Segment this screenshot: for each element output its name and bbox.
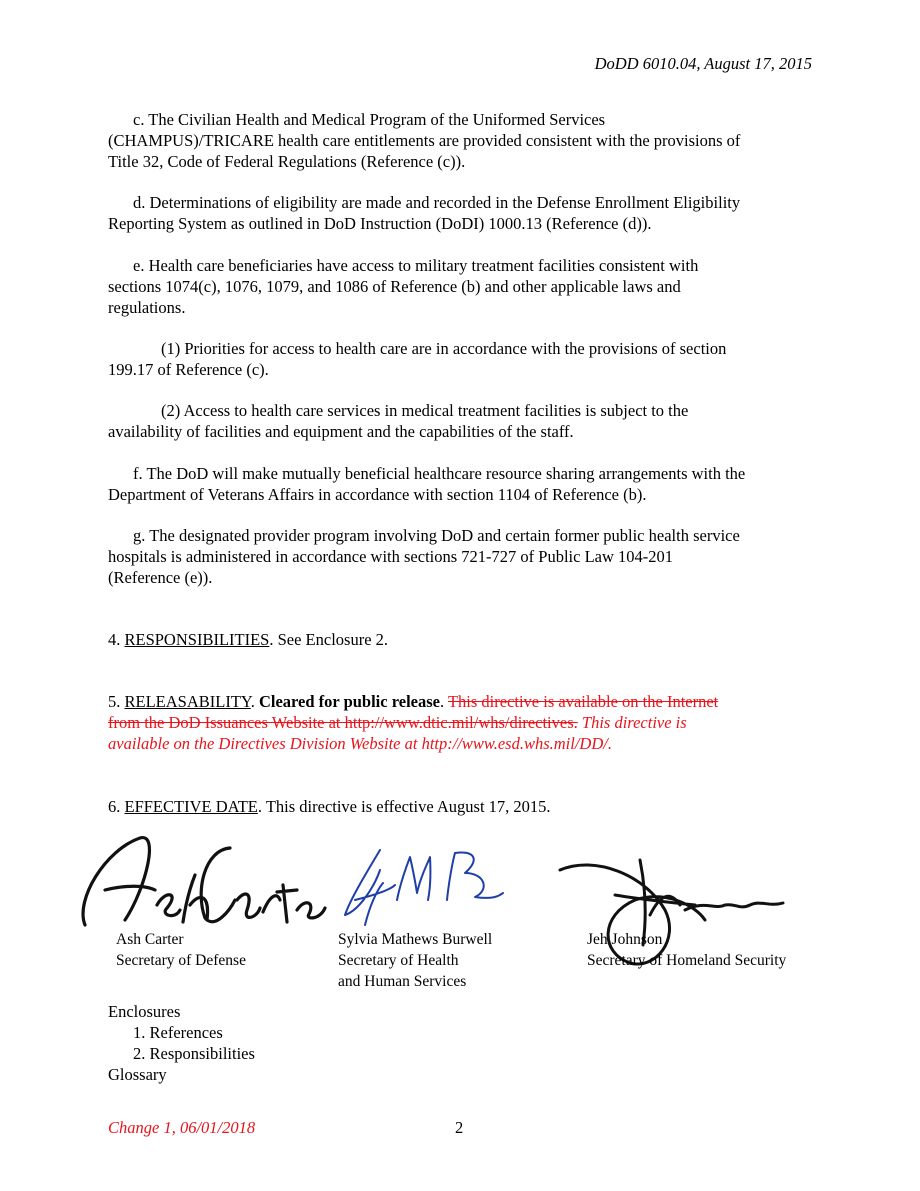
enclosure-item: 2. Responsibilities — [133, 1044, 255, 1063]
signer-name: Ash Carter — [116, 931, 184, 948]
para-c-line1: c. The Civilian Health and Medical Program of the Uniformed Services — [133, 110, 606, 129]
para-e-line1: e. Health care beneficiaries have access to military treatment facilities consistent with — [133, 256, 699, 275]
signer-name: Jeh Johnson — [587, 931, 663, 948]
document-header: DoDD 6010.04, August 17, 2015 — [594, 54, 812, 73]
para-f-line1: f. The DoD will make mutually beneficial healthcare resource sharing arrangements with the — [133, 464, 746, 483]
section-5-new-text-2: available on the Directives Division Website at http://www.esd.whs.mil/DD/. — [108, 734, 612, 753]
signature-ash-carter — [65, 830, 325, 930]
signer-title: Secretary of Homeland Security — [587, 952, 787, 969]
para-d-line1: d. Determinations of eligibility are made and recorded in the Defense Enrollment Eligibility — [133, 193, 741, 212]
section-5-sep: . — [250, 692, 259, 711]
signature-block-defense — [116, 929, 246, 971]
signer-title: Secretary of Health — [338, 952, 459, 969]
section-4 — [108, 629, 388, 650]
section-5-heading: RELEASABILITY — [124, 692, 251, 711]
para-g-line3: (Reference (e)). — [108, 568, 213, 587]
section-5-struck-text-2: from the DoD Issuances Website at http://www.dtic.mil/whs/directives. — [108, 713, 578, 732]
footer-change-note: Change 1, 06/01/2018 — [108, 1118, 256, 1137]
signer-title-line2: and Human Services — [338, 973, 467, 990]
section-5-struck-text-1: This directive is available on the Internet — [447, 692, 719, 711]
enclosure-item: 1. References — [133, 1023, 223, 1042]
section-5-number: 5. — [108, 692, 125, 711]
para-d-line2: Reporting System as outlined in DoD Instruction (DoDI) 1000.13 (Reference (d)). — [108, 214, 652, 233]
signature-block-dhs — [587, 929, 786, 971]
para-c-line2: (CHAMPUS)/TRICARE health care entitlements are provided consistent with the provisions of — [108, 131, 741, 150]
section-6 — [108, 796, 551, 817]
signer-title: Secretary of Defense — [116, 952, 246, 969]
section-5-line2 — [108, 712, 687, 733]
signature-sylvia-burwell — [335, 845, 505, 930]
section-5-after-bold: . — [439, 692, 448, 711]
page-number: 2 — [455, 1118, 464, 1137]
section-5-line1 — [108, 691, 718, 712]
para-e-line2: sections 1074(c), 1076, 1079, and 1086 of Reference (b) and other applicable laws and — [108, 277, 681, 296]
para-e1-line2: 199.17 of Reference (c). — [108, 360, 269, 379]
para-g-line2: hospitals is administered in accordance with sections 721-727 of Public Law 104-201 — [108, 547, 674, 566]
signer-name: Sylvia Mathews Burwell — [338, 931, 493, 948]
section-6-heading: EFFECTIVE DATE — [124, 797, 258, 816]
section-5-bold: Cleared for public release — [258, 692, 440, 711]
para-e1-line1: (1) Priorities for access to health care are in accordance with the provisions of section — [161, 339, 727, 358]
para-c-line3: Title 32, Code of Federal Regulations (Reference (c)). — [108, 152, 466, 171]
section-6-text: . This directive is effective August 17, 2015. — [257, 797, 551, 816]
para-g-line1: g. The designated provider program involving DoD and certain former public health service — [133, 526, 740, 545]
section-4-number: 4. — [108, 630, 125, 649]
para-e2-line2: availability of facilities and equipment and the capabilities of the staff. — [108, 422, 574, 441]
enclosures-label: Enclosures — [108, 1002, 181, 1021]
glossary-label: Glossary — [108, 1065, 167, 1084]
section-4-heading: RESPONSIBILITIES — [124, 630, 270, 649]
para-f-line2: Department of Veterans Affairs in accordance with section 1104 of Reference (b). — [108, 485, 647, 504]
section-4-text: . See Enclosure 2. — [269, 630, 389, 649]
signature-block-hhs — [338, 929, 492, 992]
para-e-line3: regulations. — [108, 298, 186, 317]
section-5-new-text-1: This directive is — [577, 713, 687, 732]
para-e2-line1: (2) Access to health care services in medical treatment facilities is subject to the — [161, 401, 689, 420]
section-6-number: 6. — [108, 797, 125, 816]
